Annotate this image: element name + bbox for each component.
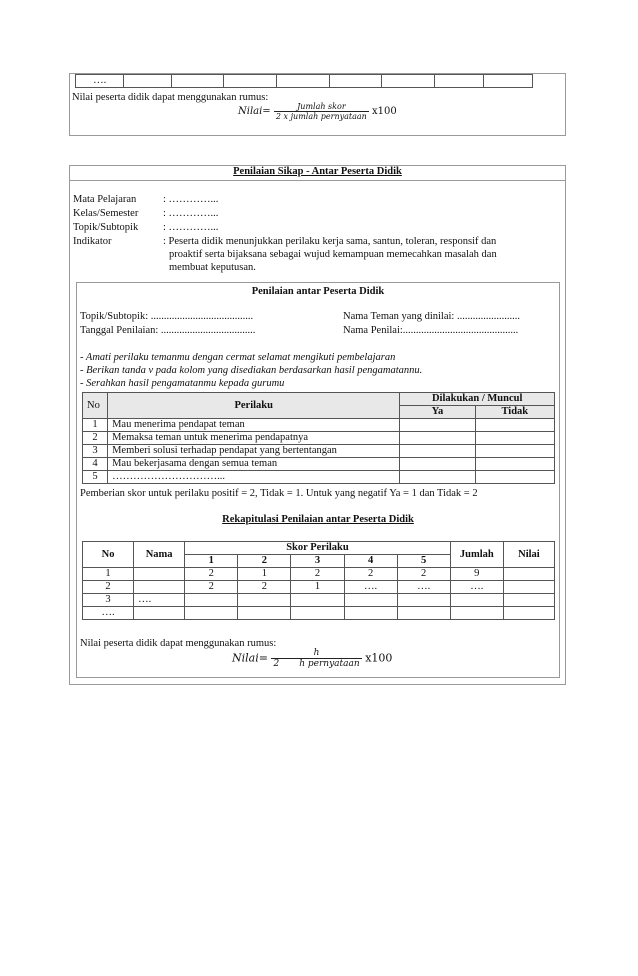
col-perilaku-header: Perilaku xyxy=(108,393,400,419)
table-row xyxy=(83,471,555,484)
tidak-cell[interactable] xyxy=(475,458,554,471)
row-dots: …. xyxy=(76,75,124,88)
rekap-skor: 1 xyxy=(291,581,344,594)
rekap-jumlah: …. xyxy=(450,581,503,594)
meta-label-1: Kelas/Semester xyxy=(73,208,139,219)
inner-title: Penilaian antar Peserta Didik xyxy=(251,286,385,297)
meta-value-1: : …………... xyxy=(163,208,219,219)
skor-col-header: 5 xyxy=(397,555,450,568)
table-header-row xyxy=(83,393,555,406)
ya-cell[interactable] xyxy=(400,445,475,458)
formula-fraction xyxy=(271,648,361,669)
formula-multiplier: x100 xyxy=(365,651,393,665)
rekap-formula-intro: Nilai peserta didik dapat menggunakan rumus: xyxy=(80,638,277,649)
rekap-skor xyxy=(344,594,397,607)
row-no: 4 xyxy=(83,458,108,471)
table-row xyxy=(83,458,555,471)
meta-value-0: : …………... xyxy=(163,194,219,205)
rekap-skor xyxy=(291,594,344,607)
formula-numerator: Jumlah skor xyxy=(274,102,369,112)
rekap-nilai xyxy=(503,607,554,620)
row-perilaku: …………………………... xyxy=(108,471,400,484)
rekap-col-nama: Nama xyxy=(134,542,185,568)
rekap-skor: 2 xyxy=(185,568,238,581)
tidak-cell[interactable] xyxy=(475,445,554,458)
rekap-skor: 2 xyxy=(344,568,397,581)
formula-multiplier: x100 xyxy=(372,106,397,117)
perilaku-table xyxy=(82,392,555,484)
rekap-jumlah: 9 xyxy=(450,568,503,581)
nama-penilai-field: Nama Penilai:............................................ xyxy=(343,325,519,336)
table-row xyxy=(83,594,555,607)
formula-lhs: Nilai= xyxy=(238,106,271,117)
formula-denominator: 2 x jumlah pernyataan xyxy=(275,112,367,121)
rekap-nilai xyxy=(503,594,554,607)
indikator-line-1: proaktif serta bijaksana sebagai wujud kemampuan memecahkan masalah dan xyxy=(169,249,497,260)
skor-note: Pemberian skor untuk perilaku positif = 2, Tidak = 1. Untuk yang negatif Ya = 1 dan Tidak = 2 xyxy=(80,488,478,499)
rekap-nama xyxy=(134,607,185,620)
rekap-col-nilai: Nilai xyxy=(503,542,554,568)
rekap-table xyxy=(82,541,555,620)
instruction-0: - Amati perilaku temanmu dengan cermat selamat mengikuti pembelajaran xyxy=(80,352,396,363)
section-title-bar xyxy=(70,166,565,181)
table-row xyxy=(76,75,533,88)
instruction-2: - Serahkan hasil pengamatanmu kepada gurumu xyxy=(80,378,285,389)
rekap-skor: 2 xyxy=(238,581,291,594)
meta-value-2: : …………... xyxy=(163,222,219,233)
formula-numerator: h xyxy=(271,648,361,659)
rekap-no: 2 xyxy=(83,581,134,594)
ya-cell[interactable] xyxy=(400,432,475,445)
skor-col-header: 2 xyxy=(238,555,291,568)
skor-col-header: 1 xyxy=(185,555,238,568)
col-group-header: Dilakukan / Muncul xyxy=(400,393,555,406)
rekap-nama xyxy=(134,581,185,594)
rekap-nilai xyxy=(503,568,554,581)
table-row xyxy=(83,432,555,445)
nama-teman-field: Nama Teman yang dinilai: ........................ xyxy=(343,311,520,322)
table-header-row xyxy=(83,542,555,555)
rekap-jumlah xyxy=(450,607,503,620)
tidak-cell[interactable] xyxy=(475,432,554,445)
meta-label-0: Mata Pelajaran xyxy=(73,194,137,205)
rekap-formula xyxy=(232,648,392,669)
rekap-title: Rekapitulasi Penilaian antar Peserta Didik xyxy=(222,514,414,525)
rekap-skor xyxy=(185,594,238,607)
col-no-header: No xyxy=(83,393,108,419)
skor-col-header: 4 xyxy=(344,555,397,568)
rekap-nilai xyxy=(503,581,554,594)
rekap-skor xyxy=(291,607,344,620)
top-formula xyxy=(238,102,397,121)
col-ya-header: Ya xyxy=(400,406,475,419)
formula-denominator xyxy=(271,659,361,669)
rekap-nama: …. xyxy=(134,594,185,607)
rekap-nama xyxy=(134,568,185,581)
indikator-line-0: : Peserta didik menunjukkan perilaku kerja sama, santun, toleran, responsif dan xyxy=(163,236,497,247)
rekap-skor: 2 xyxy=(397,568,450,581)
rekap-skor xyxy=(344,607,397,620)
tidak-cell[interactable] xyxy=(475,471,554,484)
instruction-1: - Berikan tanda v pada kolom yang disediakan berdasarkan hasil pengamatannu. xyxy=(80,365,423,376)
rekap-skor: 1 xyxy=(238,568,291,581)
rekap-col-no: No xyxy=(83,542,134,568)
topik-field: Topik/Subtopik: ....................................... xyxy=(80,311,254,322)
formula-den-text: h pernyataan xyxy=(299,659,360,669)
rekap-skor xyxy=(397,607,450,620)
ya-cell[interactable] xyxy=(400,419,475,432)
rekap-jumlah xyxy=(450,594,503,607)
table-row xyxy=(83,419,555,432)
table-row xyxy=(83,607,555,620)
row-perilaku: Memaksa teman untuk menerima pendapatnya xyxy=(108,432,400,445)
tidak-cell[interactable] xyxy=(475,419,554,432)
rekap-col-jumlah: Jumlah xyxy=(450,542,503,568)
formula-fraction xyxy=(274,102,369,121)
rekap-skor: 2 xyxy=(185,581,238,594)
section-title: Penilaian Sikap - Antar Peserta Didik xyxy=(233,166,402,177)
rekap-skor: 2 xyxy=(291,568,344,581)
rekap-no: …. xyxy=(83,607,134,620)
row-perilaku: Mau menerima pendapat teman xyxy=(108,419,400,432)
formula-lhs: Nilai= xyxy=(232,651,268,665)
rekap-skor xyxy=(185,607,238,620)
col-tidak-header: Tidak xyxy=(475,406,554,419)
row-no: 5 xyxy=(83,471,108,484)
rekap-skor xyxy=(238,594,291,607)
rekap-col-skor: Skor Perilaku xyxy=(185,542,451,555)
skor-col-header: 3 xyxy=(291,555,344,568)
row-no: 2 xyxy=(83,432,108,445)
ya-cell[interactable] xyxy=(400,458,475,471)
rekap-skor xyxy=(397,594,450,607)
table-row xyxy=(83,445,555,458)
meta-label-2: Topik/Subtopik xyxy=(73,222,139,233)
indikator-label: Indikator xyxy=(73,236,112,247)
formula-den-prefix: 2 xyxy=(273,659,280,669)
indikator-line-2: membuat keputusan. xyxy=(169,262,256,273)
top-formula-intro: Nilai peserta didik dapat menggunakan rumus: xyxy=(72,92,269,103)
rekap-no: 1 xyxy=(83,568,134,581)
row-no: 1 xyxy=(83,419,108,432)
rekap-skor: …. xyxy=(397,581,450,594)
ya-cell[interactable] xyxy=(400,471,475,484)
rekap-no: 3 xyxy=(83,594,134,607)
row-perilaku: Mau bekerjasama dengan semua teman xyxy=(108,458,400,471)
row-no: 3 xyxy=(83,445,108,458)
rekap-skor: …. xyxy=(344,581,397,594)
table-row xyxy=(83,568,555,581)
row-perilaku: Memberi solusi terhadap pendapat yang bertentangan xyxy=(108,445,400,458)
rekap-skor xyxy=(238,607,291,620)
table-row xyxy=(83,581,555,594)
tanggal-field: Tanggal Penilaian: .................................... xyxy=(80,325,256,336)
top-fragment-table xyxy=(75,74,533,88)
